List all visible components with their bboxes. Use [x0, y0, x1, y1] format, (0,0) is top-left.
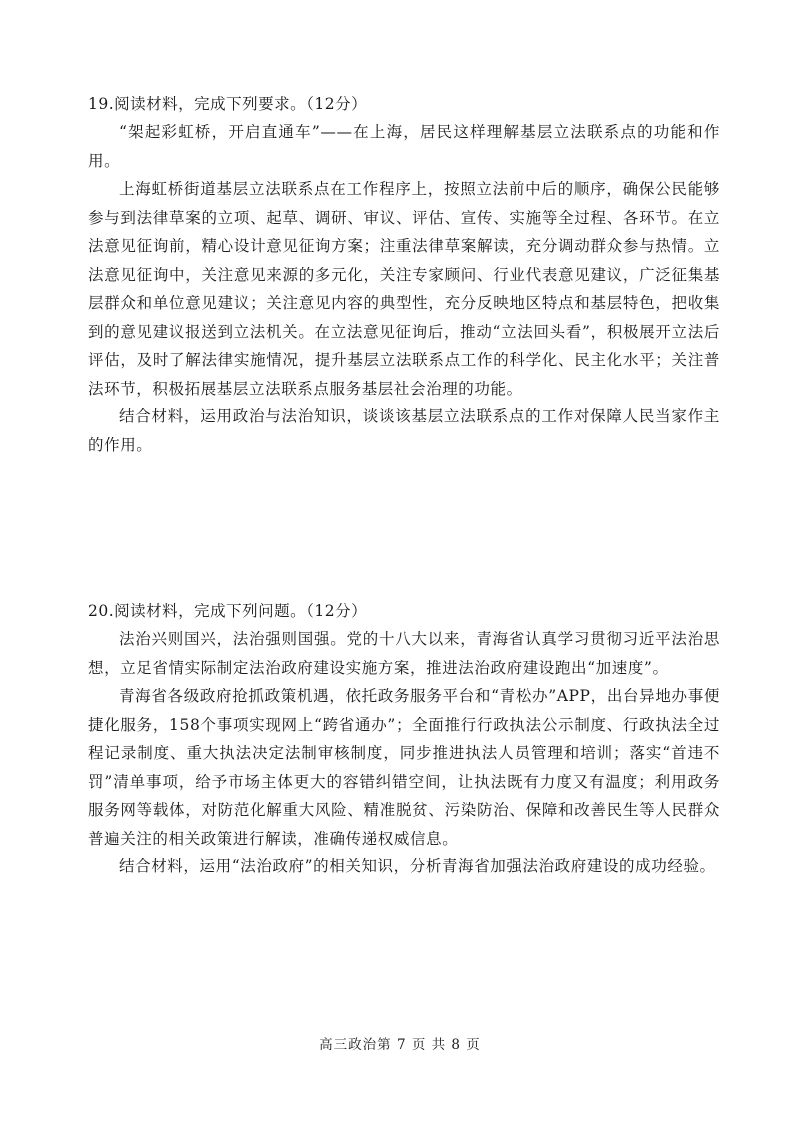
- question-19-material: 上海虹桥街道基层立法联系点在工作程序上，按照立法前中后的顺序，确保公民能够参与到法律草案的立项、起草、调研、审议、评估、宣传、实施等全过程、各环节。在立法意见征询前，精心设计意见征询方案；注重法律草案解读，充分调动群众参与热情。立法意见征询中，关注意见来源的多元化，关注专家顾问、行业代表意见建议，广泛征集基层群众和单位意见建议；关注意见内容的典型性，充分反映地区特点和基层特色，把收集到的意见建议报送到立法机关。在立法意见征询后，推动“立法回头看”，积极展开立法后评估，及时了解法律实施情况，提升基层立法联系点工作的科学化、民主化水平；关注普法环节，积极拓展基层立法联系点服务基层社会治理的功能。: [88, 180, 720, 398]
- question-20-title: 20.阅读材料，完成下列问题。（12分）: [88, 602, 368, 620]
- question-19-title: 19.阅读材料，完成下列要求。（12分）: [88, 95, 368, 113]
- question-20-prompt: 结合材料，运用“法治政府”的相关知识，分析青海省加强法治政府建设的成功经验。: [119, 857, 716, 875]
- page-footer: 高三政治第 7 页 共 8 页: [319, 1037, 481, 1053]
- question-20-intro: 法治兴则国兴，法治强则国强。党的十八大以来，青海省认真学习贯彻习近平法治思想，立足省情实际制定法治政府建设实施方案，推进法治政府建设跑出“加速度”。: [88, 630, 720, 677]
- question-19-intro: “架起彩虹桥，开启直通车”——在上海，居民这样理解基层立法联系点的功能和作用。: [88, 123, 720, 170]
- question-19-prompt: 结合材料，运用政治与法治知识，谈谈该基层立法联系点的工作对保障人民当家作主的作用。: [88, 407, 720, 454]
- question-20-material: 青海省各级政府抢抓政策机遇，依托政务服务平台和“青松办”APP，出台异地办事便捷化服务，158个事项实现网上“跨省通办”；全面推行行政执法公示制度、行政执法全过程记录制度、重大执法决定法制审核制度，同步推进执法人员管理和培训；落实“首违不罚”清单事项，给予市场主体更大的容错纠错空间，让执法既有力度又有温度；利用政务服务网等载体，对防范化解重大风险、精准脱贫、污染防治、保障和改善民生等人民群众普遍关注的相关政策进行解读，准确传递权威信息。: [88, 687, 720, 848]
